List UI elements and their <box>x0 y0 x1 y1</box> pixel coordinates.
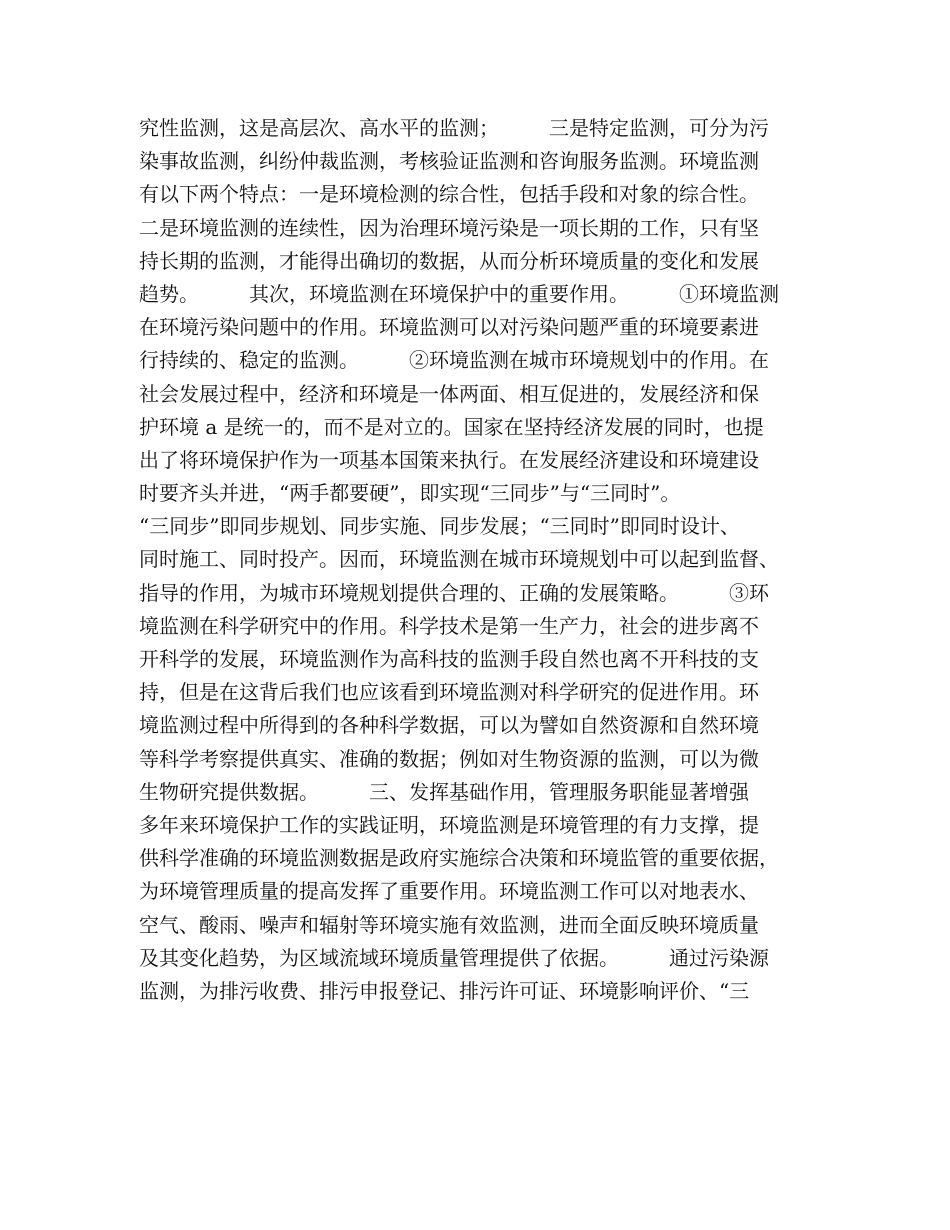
text-line: “三同步”即同步规划、同步实施、同步发展；“三同时”即同时设计、 <box>139 514 740 539</box>
text-line: 有以下两个特点：一是环境检测的综合性，包括手段和对象的综合性。 <box>139 182 759 207</box>
text-line: 及其变化趋势，为区域流域环境质量管理提供了依据。 通过污染源 <box>139 945 769 970</box>
text-line: 出了将环境保护作为一项基本国策来执行。在发展经济建设和环境建设 <box>139 447 759 472</box>
text-line: 空气、酸雨、噪声和辐射等环境实施有效监测，进而全面反映环境质量 <box>139 912 759 937</box>
text-line: 供科学准确的环境监测数据是政府实施综合决策和环境监管的重要依据， <box>139 846 779 871</box>
text-line: 护环境 a 是统一的，而不是对立的。国家在坚持经济发展的同时，也提 <box>139 414 764 439</box>
body-text <box>139 112 839 1008</box>
text-line: 趋势。 其次，环境监测在环境保护中的重要作用。 ①环境监测 <box>139 281 779 306</box>
text-line: 生物研究提供数据。 三、发挥基础作用，管理服务职能显著增强 <box>139 779 749 804</box>
text-line: 持长期的监测，才能得出确切的数据，从而分析环境质量的变化和发展 <box>139 248 759 273</box>
text-line: 指导的作用，为城市环境规划提供合理的、正确的发展策略。 ③环 <box>139 580 769 605</box>
text-line: 持，但是在这背后我们也应该看到环境监测对科学研究的促进作用。环 <box>139 680 759 705</box>
text-line: 究性监测，这是高层次、高水平的监测； 三是特定监测，可分为污 <box>139 116 769 140</box>
text-line: 同时施工、同时投产。因而，环境监测在城市环境规划中可以起到监督、 <box>139 547 779 572</box>
text-line: 监测，为排污收费、排污申报登记、排污许可证、环境影响评价、“三 <box>139 978 750 1003</box>
text-line: 在环境污染问题中的作用。环境监测可以对污染问题严重的环境要素进 <box>139 315 759 340</box>
text-line: 等科学考察提供真实、准确的数据；例如对生物资源的监测，可以为微 <box>139 746 759 771</box>
text-line: 行持续的、稳定的监测。 ②环境监测在城市环境规划中的作用。在 <box>139 348 769 373</box>
text-line: 开科学的发展，环境监测作为高科技的监测手段自然也离不开科技的支 <box>139 647 759 671</box>
text-line: 境监测过程中所得到的各种科学数据，可以为譬如自然资源和自然环境 <box>139 713 759 738</box>
text-line: 二是环境监测的连续性，因为治理环境污染是一项长期的工作，只有坚 <box>139 215 759 240</box>
text-line: 染事故监测，纠纷仲裁监测，考核验证监测和咨询服务监测。环境监测 <box>139 149 759 174</box>
text-line: 为环境管理质量的提高发挥了重要作用。环境监测工作可以对地表水、 <box>139 879 759 904</box>
text-line: 多年来环境保护工作的实践证明，环境监测是环境管理的有力支撑，提 <box>139 812 759 837</box>
text-line: 境监测在科学研究中的作用。科学技术是第一生产力，社会的进步离不 <box>139 613 759 638</box>
text-line: 社会发展过程中，经济和环境是一体两面、相互促进的，发展经济和保 <box>139 381 759 406</box>
text-line: 时要齐头并进，“两手都要硬”，即实现“三同步”与“三同时”。 <box>139 481 681 506</box>
